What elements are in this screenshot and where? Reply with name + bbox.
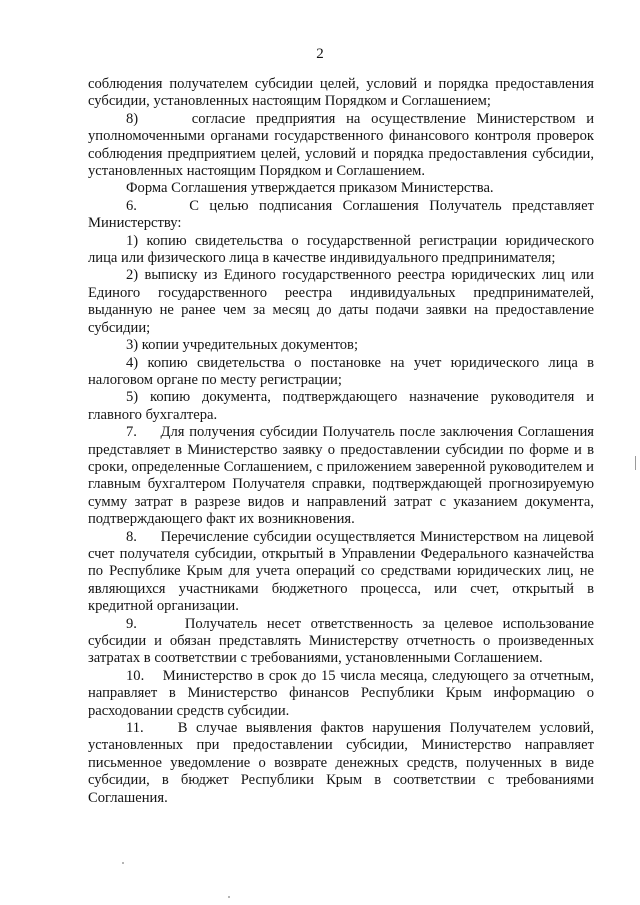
document-body [88,76,594,807]
paragraph-agreement-form: Форма Соглашения утверждается приказом Министерства. [126,180,494,197]
paragraph-clause-6: 6. С целью подписания Соглашения Получатель представляет Министерству: [88,197,594,232]
scan-margin-mark [635,456,636,470]
paragraph-clause-9: 9. Получатель несет ответственность за целевое использование субсидии и обязан представлять Министерству отчетность о произведенных затратах в соответствии с требованиями, установленными Соглашением. [88,615,594,667]
paragraph-subitem-3: 3) копии учредительных документов; [126,337,358,354]
paragraph-subitem-1: 1) копию свидетельства о государственной регистрации юридического лица или физического лица в качестве индивидуального предпринимателя; [88,232,594,267]
paragraph-clause-7: 7. Для получения субсидии Получатель после заключения Соглашения представляет в Министерство заявку о предоставлении субсидии по форме и в сроки, определенные Соглашением, с приложением заверенной руководителем и главным бухгалтером Получателя справки, подтверждающей прогнозируемую сумму затрат в разрезе видов и направлений затрат с указанием документа, подтверждающего факт их возникновения. [88,424,594,528]
paragraph-subitem-5: 5) копию документа, подтверждающего назначение руководителя и главного бухгалтера. [88,389,594,423]
paragraph-clause-11: 11. В случае выявления фактов нарушения Получателем условий, установленных при предоставлении субсидии, Министерство направляет письменное уведомление о возврате денежных средств, полученных в виде субсидии, в бюджет Республики Крым в соответствии с требованиями Соглашения. [88,720,594,806]
paragraph-continuation: соблюдения получателем субсидии целей, условий и порядка предоставления субсидии, установленных настоящим Порядком и Соглашением; [88,76,594,110]
paragraph-clause-10: 10. Министерство в срок до 15 числа месяца, следующего за отчетным, направляет в Министерство финансов Республики Крым информацию о расходовании средств субсидии. [88,667,594,719]
page-number: 2 [316,46,324,62]
scan-speck [122,862,124,864]
paragraph-subitem-4: 4) копию свидетельства о постановке на учет юридического лица в налоговом органе по месту регистрации; [88,354,594,388]
paragraph-subitem-2: 2) выписку из Единого государственного реестра юридических лиц или Единого государственного реестра индивидуальных предпринимателей, выданную не ранее чем за месяц до даты подачи заявки на предоставление субсидии; [88,267,594,336]
scan-speck [228,896,230,898]
paragraph-item-8: 8) согласие предприятия на осуществление Министерством и уполномоченными органами государственного финансового контроля проверок соблюдения предприятием целей, условий и порядка предоставления субсидии, установленных настоящим Порядком и Соглашением. [88,110,594,180]
paragraph-clause-8: 8. Перечисление субсидии осуществляется Министерством на лицевой счет получателя субсидии, открытый в Управлении Федерального казначейства по Республике Крым для учета операций со средствами юридических лиц, не являющихся участниками бюджетного процесса, или счет, открытый в кредитной организации. [88,528,594,615]
